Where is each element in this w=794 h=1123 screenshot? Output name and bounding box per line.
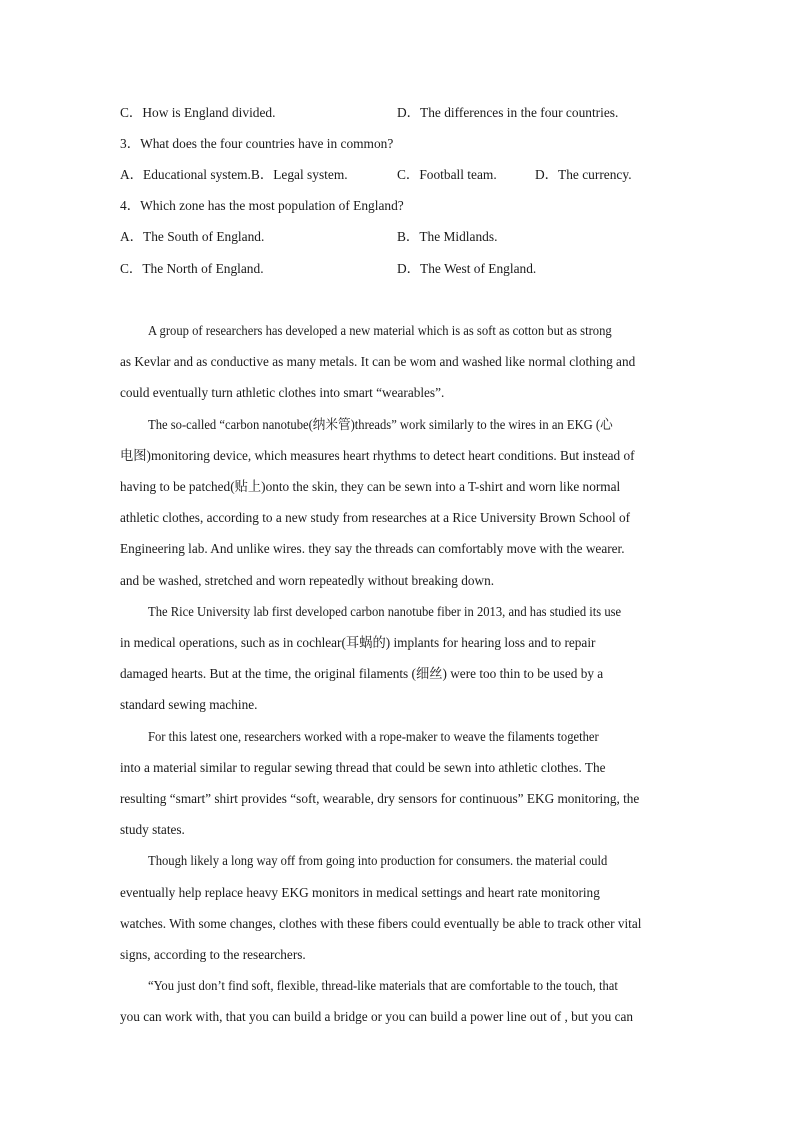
passage-line: signs, according to the researchers. (120, 947, 306, 962)
q2-option-c: C．How is England divided. (120, 105, 276, 120)
passage-line: resulting “smart” shirt provides “soft, wearable, dry sensors for continuous” EKG monitoring, the (120, 791, 640, 806)
passage-line: “You just don’t find soft, flexible, thread-like materials that are comfortable to the touch, that (148, 978, 618, 993)
passage-line: and be washed, stretched and worn repeatedly without breaking down. (120, 573, 495, 588)
q3-stem: 3．What does the four countries have in common? (120, 136, 394, 151)
passage-line: as Kevlar and as conductive as many metals. It can be wom and washed like normal clothing and (120, 354, 636, 369)
passage-line: into a material similar to regular sewing thread that could be sewn into athletic clothes. The (120, 760, 606, 775)
q3-option-c: C．Football team. (397, 167, 497, 182)
passage-line: having to be patched(贴上)onto the skin, they can be sewn into a T-shirt and worn like normal (120, 479, 621, 494)
q3-option-d: D．The currency. (535, 167, 632, 182)
passage-line: standard sewing machine. (120, 697, 258, 712)
passage-line: eventually help replace heavy EKG monitors in medical settings and heart rate monitoring (120, 885, 600, 900)
passage-line: you can work with, that you can build a bridge or you can build a power line out of , but you can (120, 1009, 634, 1024)
passage-line: The Rice University lab first developed carbon nanotube fiber in 2013, and has studied its use (148, 604, 622, 619)
passage-line: study states. (120, 822, 185, 837)
passage-line: 电图)monitoring device, which measures heart rhythms to detect heart conditions. But instead of (120, 448, 635, 463)
q4-option-c: C．The North of England. (120, 261, 264, 276)
passage-line: For this latest one, researchers worked with a rope-maker to weave the filaments together (148, 729, 599, 744)
passage-line: Engineering lab. And unlike wires. they say the threads can comfortably move with the wearer. (120, 541, 625, 556)
q4-option-d: D．The West of England. (397, 261, 537, 276)
q2-option-d: D．The differences in the four countries. (397, 105, 619, 120)
passage-line: athletic clothes, according to a new study from researches at a Rice University Brown School of (120, 510, 631, 525)
passage-line: The so-called “carbon nanotube(纳米管)threads” work similarly to the wires in an EKG (心 (148, 417, 613, 432)
passage-line: damaged hearts. But at the time, the original filaments (细丝) were too thin to be used by a (120, 666, 604, 681)
q3-options-a-b: A．Educational system.B．Legal system. (120, 167, 348, 182)
passage-line: Though likely a long way off from going into production for consumers. the material could (148, 853, 608, 868)
passage-line: watches. With some changes, clothes with these fibers could eventually be able to track other vital (120, 916, 642, 931)
q4-stem: 4．Which zone has the most population of England? (120, 198, 404, 213)
q4-option-a: A．The South of England. (120, 229, 265, 244)
passage-line: in medical operations, such as in cochlear(耳蜗的) implants for hearing loss and to repair (120, 635, 596, 650)
passage-line: could eventually turn athletic clothes into smart “wearables”. (120, 385, 445, 400)
q4-option-b: B．The Midlands. (397, 229, 498, 244)
passage-line: A group of researchers has developed a new material which is as soft as cotton but as strong (148, 323, 612, 338)
